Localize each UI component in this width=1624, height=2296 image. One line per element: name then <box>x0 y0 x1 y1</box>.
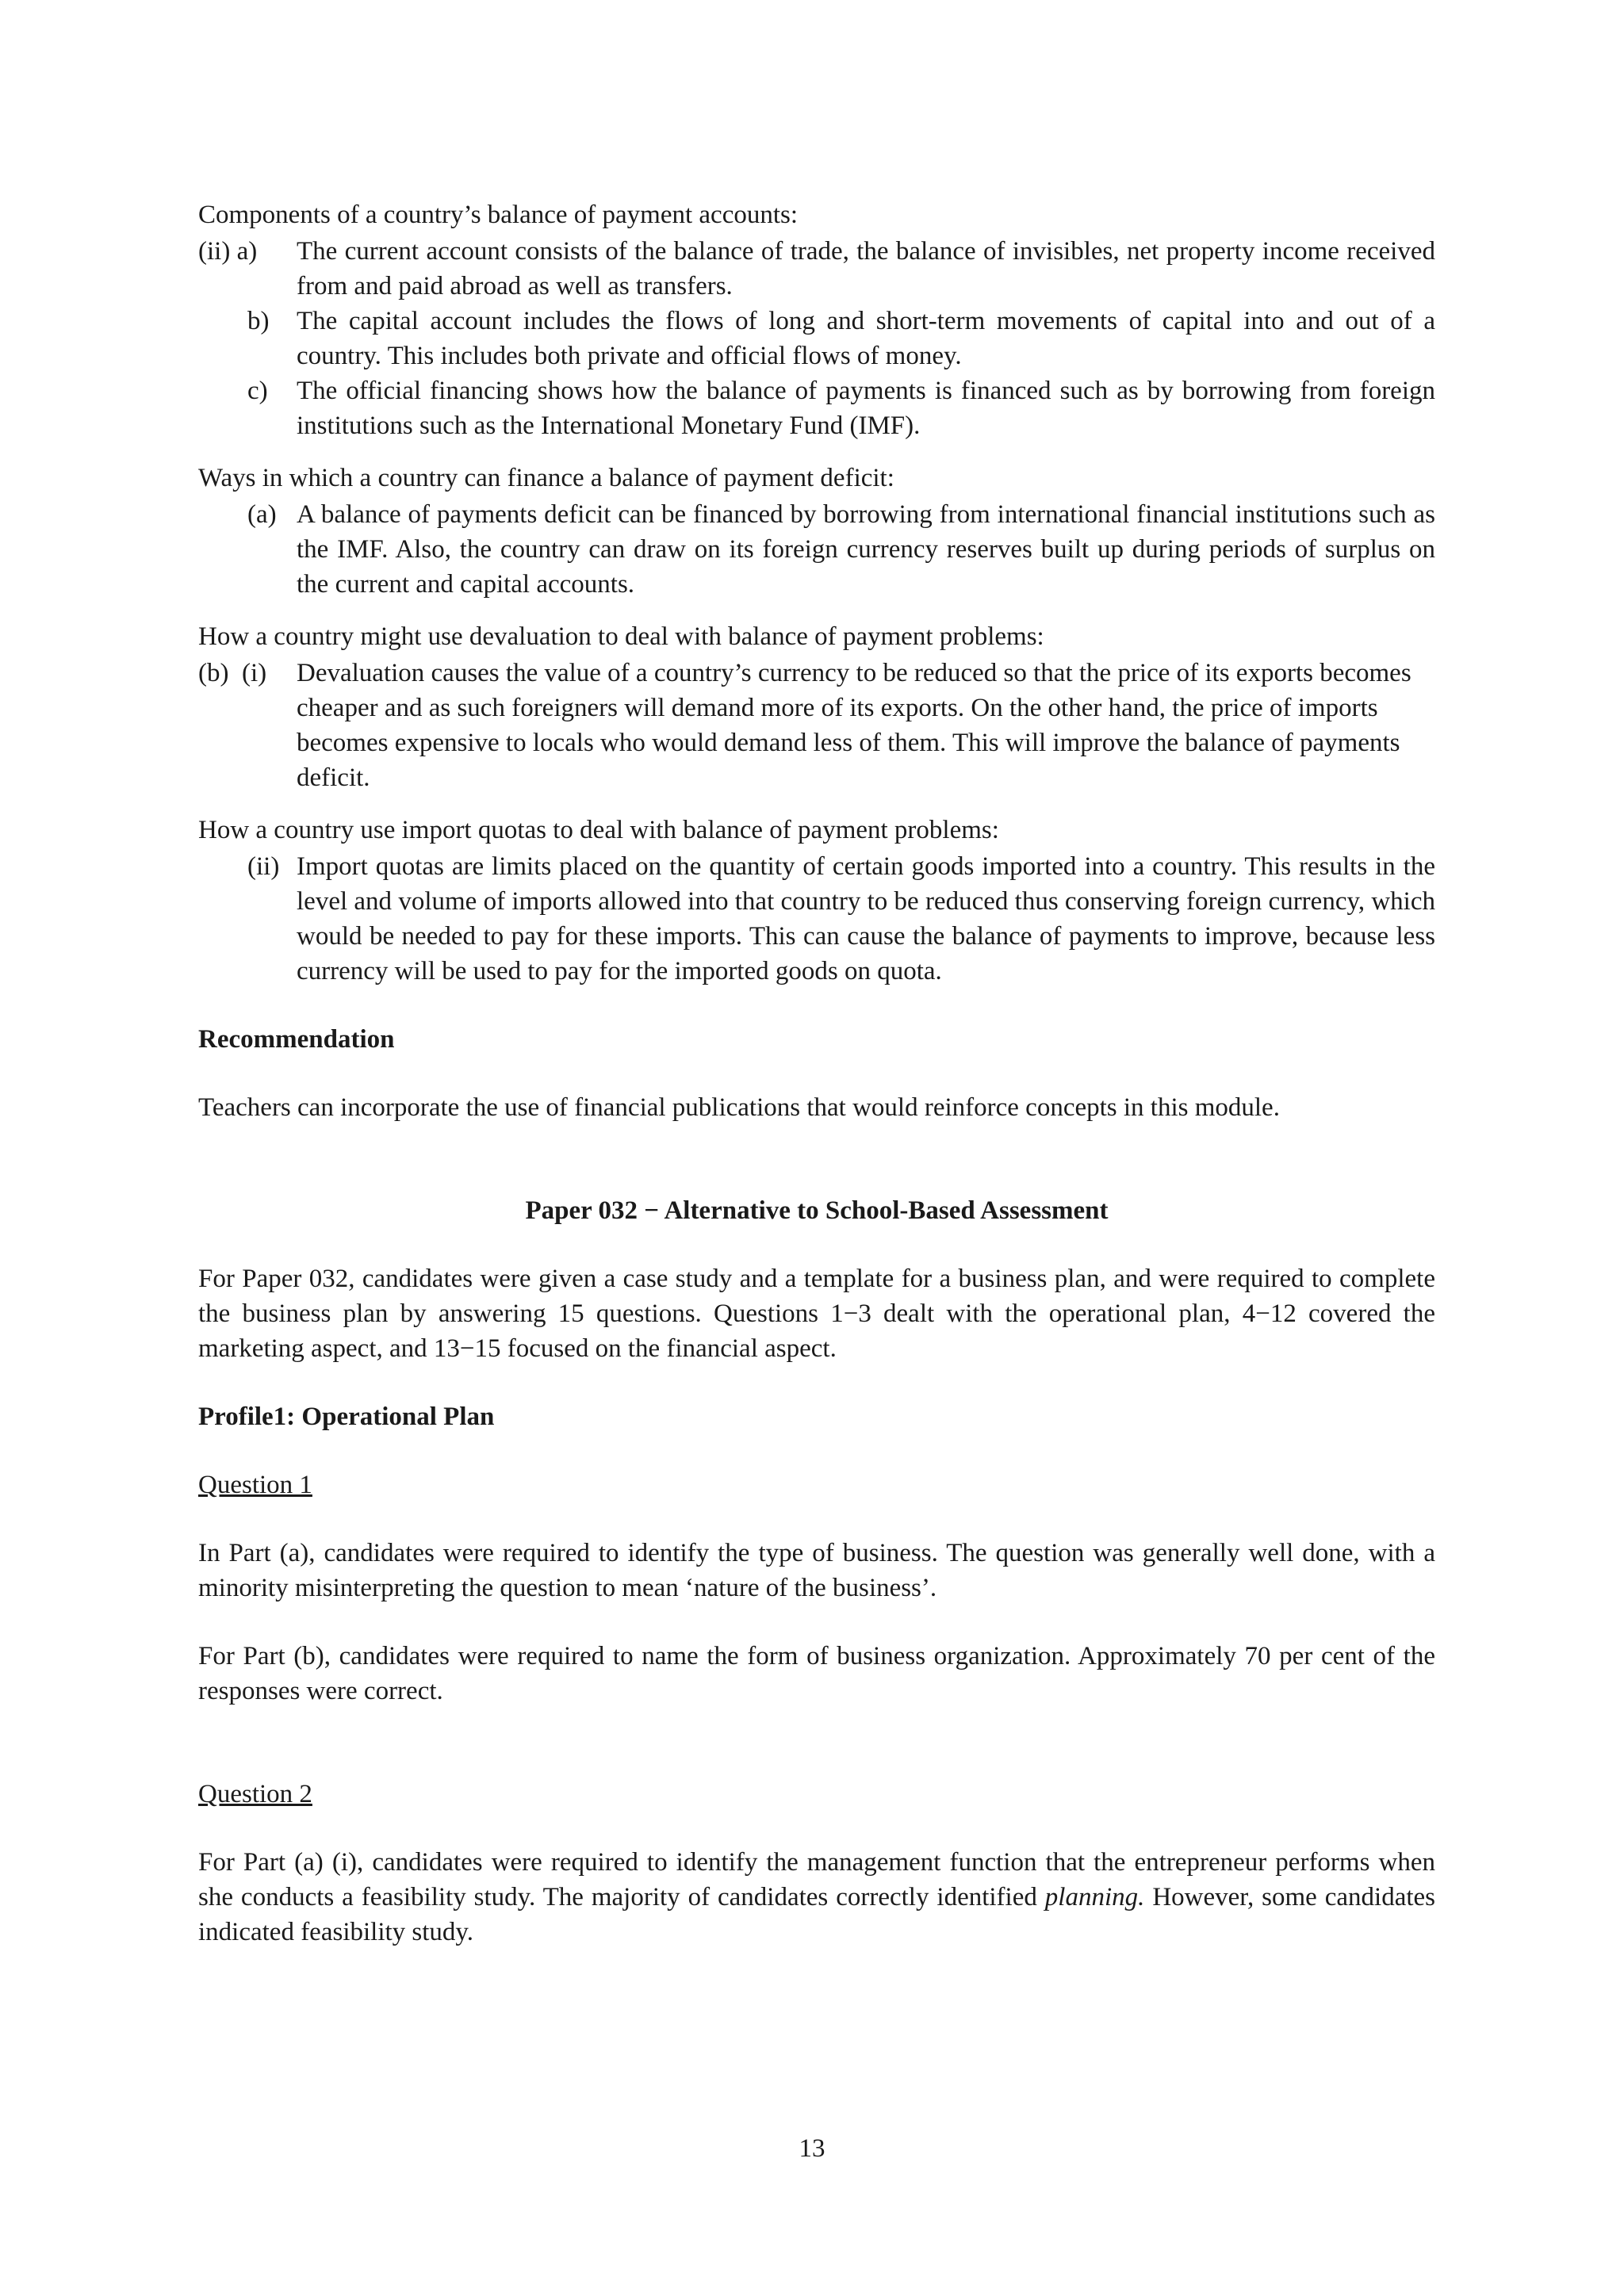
question-2-heading: Question 2 <box>198 1780 312 1808</box>
deficit-item-label: (a) <box>247 500 277 529</box>
page-content <box>198 197 1435 1950</box>
question-1-part-a: In Part (a), candidates were required to identify the type of business. The question was generally well done, with a minority misinterpreting the question to mean ‘nature of the business’. <box>198 1539 1435 1602</box>
quotas-item-text: Import quotas are limits placed on the quantity of certain goods imported into a country. This results in the level and volume of imports allowed into that country to be reduced thus conserving foreign currency, which would be needed to pay for these imports. This can cause the balance of payments to improve, because less currency will be used to pay for the imported goods on quota. <box>297 852 1435 985</box>
quotas-item-label: (ii) <box>247 852 280 881</box>
question-2-part-a-italic: planning. <box>1044 1883 1145 1911</box>
bop-heading: Components of a country’s balance of payment accounts: <box>198 201 799 229</box>
devaluation-item-text: Devaluation causes the value of a country’s currency to be reduced so that the price of its exports becomes cheaper and as such foreigners will demand more of its exports. On the other hand, the price of imports becomes expensive to locals who would demand less of them. This will improve the balance of payments deficit. <box>297 659 1411 792</box>
paper032-title: Paper 032 − Alternative to School-Based Assessment <box>525 1196 1109 1225</box>
devaluation-heading: How a country might use devaluation to deal with balance of payment problems: <box>198 622 1044 651</box>
page-number: 13 <box>799 2134 825 2163</box>
bop-item-c <box>198 373 1435 443</box>
bop-item-a-label: (ii) a) <box>198 237 258 266</box>
profile-heading: Profile1: Operational Plan <box>198 1402 495 1431</box>
bop-item-b <box>198 304 1435 373</box>
bop-item-c-text: The official financing shows how the balance of payments is financed such as by borrowing from foreign institutions such as the International Monetary Fund (IMF). <box>297 377 1435 440</box>
quotas-heading: How a country use import quotas to deal with balance of payment problems: <box>198 816 999 844</box>
devaluation-item-label: (b) (i) <box>198 659 267 687</box>
recommendation-heading: Recommendation <box>198 1025 395 1054</box>
question-2-part-a <box>198 1845 1435 1950</box>
deficit-item-text: A balance of payments deficit can be financed by borrowing from international financial institutions such as the IMF. Also, the country can draw on its foreign currency reserves built up during periods of surplus on the current and capital accounts. <box>297 500 1435 599</box>
paper032-intro: For Paper 032, candidates were given a case study and a template for a business plan, and were required to complete the business plan by answering 15 questions. Questions 1−3 dealt with the operational plan, 4−12 covered the marketing aspect, and 13−15 focused on the financial aspect. <box>198 1265 1435 1363</box>
bop-item-b-text: The capital account includes the flows of long and short-term movements of capital into and out of a country. This includes both private and official flows of money. <box>297 307 1435 370</box>
bop-item-b-label: b) <box>247 307 270 335</box>
devaluation-item <box>198 656 1435 795</box>
recommendation-text: Teachers can incorporate the use of financial publications that would reinforce concepts in this module. <box>198 1093 1280 1122</box>
question-1-heading: Question 1 <box>198 1471 312 1499</box>
deficit-item <box>198 497 1435 602</box>
question-2-part-a-end: However, some candidates indicated feasibility study. <box>198 1883 1435 1946</box>
question-2-part-a-start: For Part (a) (i), candidates were required to identify the management function that the entrepreneur performs when she conducts a feasibility study. The majority of candidates correctly identified <box>198 1848 1435 1911</box>
bop-item-a <box>198 234 1435 304</box>
quotas-item <box>198 849 1435 989</box>
bop-item-c-label: c) <box>247 377 268 405</box>
question-1-part-b: For Part (b), candidates were required to name the form of business organization. Approximately 70 per cent of the responses were correct. <box>198 1642 1435 1705</box>
bop-item-a-text: The current account consists of the balance of trade, the balance of invisibles, net property income received from and paid abroad as well as transfers. <box>297 237 1435 300</box>
deficit-heading: Ways in which a country can finance a balance of payment deficit: <box>198 464 894 492</box>
